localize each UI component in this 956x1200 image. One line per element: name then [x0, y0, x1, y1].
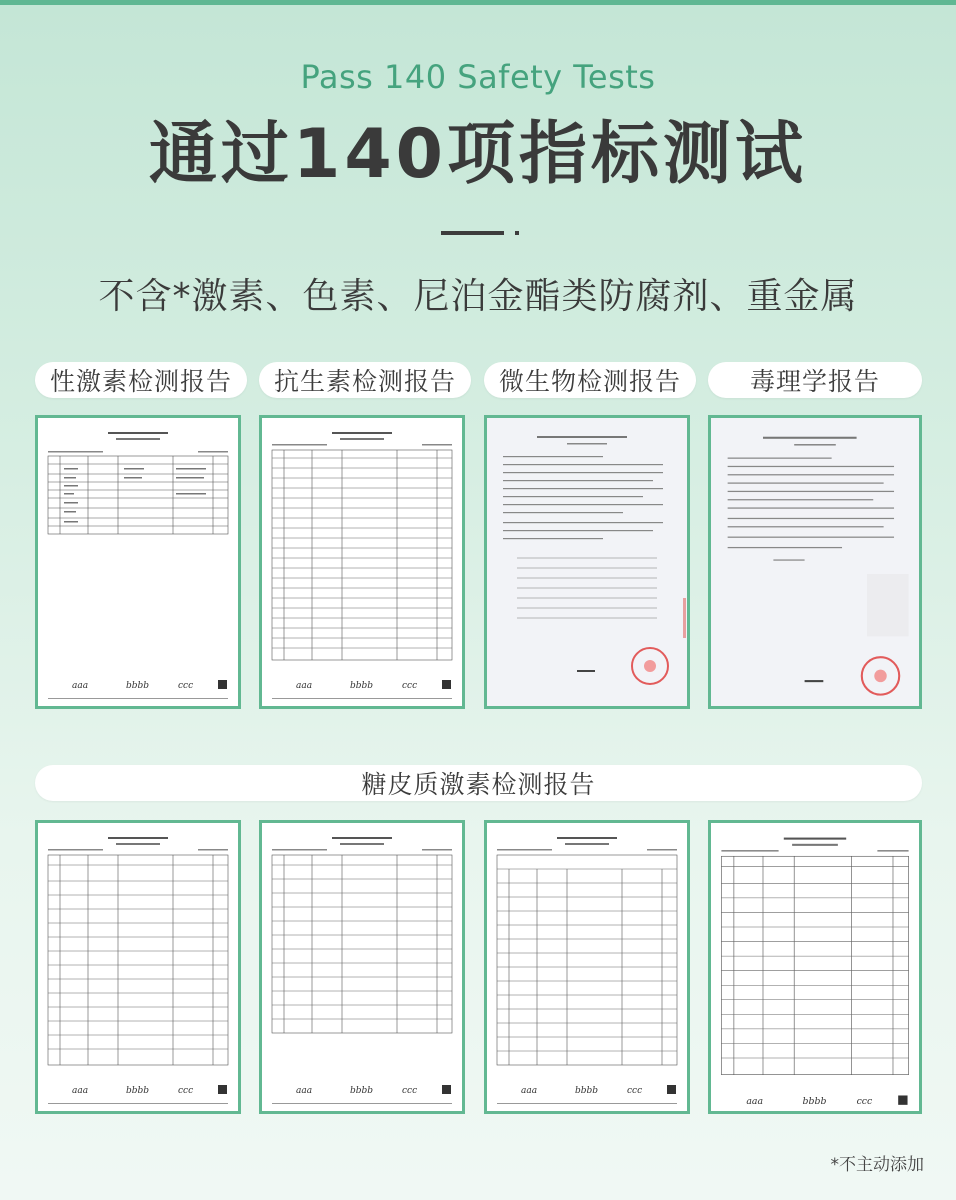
svg-text:aaa: aaa [72, 1086, 89, 1096]
svg-text:ccc: ccc [178, 681, 194, 691]
report-document-thumbnail [38, 823, 238, 1111]
report-document-thumbnail [38, 418, 238, 706]
section-label-toxicology: 毒理学报告 [708, 362, 922, 398]
glucocorticoid-report-page-4 [708, 820, 922, 1114]
svg-text:bbbb: bbbb [802, 1095, 827, 1107]
svg-text:ccc: ccc [627, 1086, 643, 1096]
svg-text:bbbb: bbbb [350, 681, 374, 691]
report-card-microbial [484, 415, 690, 709]
report-card-toxicology [708, 415, 922, 709]
title-divider-dot [515, 231, 519, 235]
section-label-sex-hormone: 性激素检测报告 [35, 362, 247, 398]
glucocorticoid-report-page-1 [35, 820, 241, 1114]
svg-text:ccc: ccc [402, 681, 418, 691]
svg-text:aaa: aaa [746, 1095, 764, 1107]
glucocorticoid-report-page-3 [484, 820, 690, 1114]
report-document-thumbnail [487, 418, 687, 706]
report-document-thumbnail [711, 823, 919, 1114]
svg-text:bbbb: bbbb [126, 681, 150, 691]
title-divider [441, 231, 504, 235]
report-card-antibiotic [259, 415, 465, 709]
svg-text:aaa: aaa [296, 1086, 313, 1096]
svg-text:bbbb: bbbb [575, 1086, 599, 1096]
report-document-thumbnail [262, 418, 462, 706]
section-label-antibiotic: 抗生素检测报告 [259, 362, 471, 398]
svg-text:ccc: ccc [856, 1095, 873, 1107]
footnote: *不主动添加 [830, 1155, 924, 1175]
english-title: Pass 140 Safety Tests [300, 58, 656, 96]
section-label-glucocorticoid: 糖皮质激素检测报告 [35, 765, 922, 801]
svg-text:ccc: ccc [178, 1086, 194, 1096]
report-card-sex-hormone [35, 415, 241, 709]
svg-text:ccc: ccc [402, 1086, 418, 1096]
section-label-microbial: 微生物检测报告 [484, 362, 696, 398]
svg-text:bbbb: bbbb [350, 1086, 374, 1096]
top-accent-bar [0, 0, 956, 5]
svg-text:bbbb: bbbb [126, 1086, 150, 1096]
chinese-title: 通过140项指标测试 [149, 115, 807, 194]
report-document-thumbnail [711, 418, 919, 709]
free-of-subtitle: 不含*激素、色素、尼泊金酯类防腐剂、重金属 [98, 276, 858, 317]
glucocorticoid-report-page-2 [259, 820, 465, 1114]
report-document-thumbnail [487, 823, 687, 1111]
svg-text:aaa: aaa [296, 681, 313, 691]
svg-text:aaa: aaa [72, 681, 89, 691]
report-document-thumbnail [262, 823, 462, 1111]
svg-text:aaa: aaa [521, 1086, 538, 1096]
